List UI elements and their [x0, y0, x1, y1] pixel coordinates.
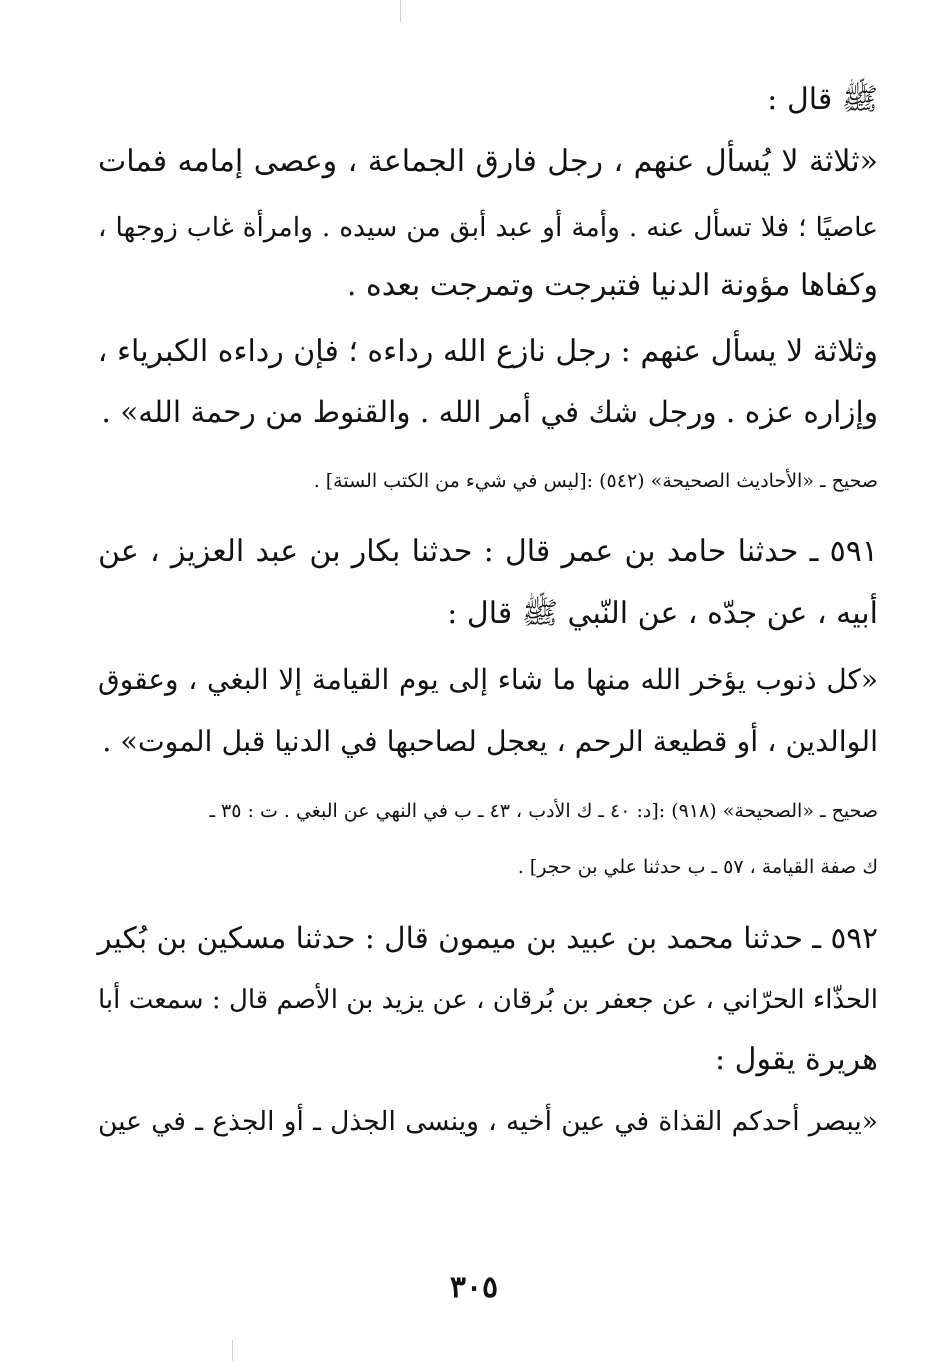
quote-line-5: وإزاره عزه . ورجل شك في أمر الله . والقنوط من رحمة الله» . [101, 395, 878, 429]
quote-line-2: عاصيًا ؛ فلا تسأل عنه . وأمة أو عبد أبق من سيده . وامرأة غاب زوجها ، [98, 212, 878, 243]
page-number: ٣٠٥ [449, 1270, 499, 1305]
grading-note-1: صحيح ـ «الأحاديث الصحيحة» (٥٤٢) :[ليس في شيء من الكتب الستة] . [313, 470, 878, 492]
hadith-592-text-1: «يبصر أحدكم القذاة في عين أخيه ، وينسى الجذل ـ أو الجذع ـ في عين [98, 1106, 878, 1137]
header-line: ﷺ قال : [767, 82, 878, 117]
quote-line-1: «ثلاثة لا يُسأل عنهم ، رجل فارق الجماعة ، وعصى إمامه فمات [98, 144, 878, 179]
quote-line-3: وكفاها مؤونة الدنيا فتبرجت وتمرجت بعده . [346, 268, 878, 303]
grading-note-2-line-2: ك صفة القيامة ، ٥٧ ـ ب حدثنا علي بن حجر] . [517, 856, 878, 878]
hadith-591-line-2: أبيه ، عن جدّه ، عن النّبي ﷺ قال : [447, 596, 878, 631]
hadith-592-line-3: هريرة يقول : [715, 1042, 878, 1077]
quote-line-4: وثلاثة لا يسأل عنهم : رجل نازع الله رداءه ؛ فإن رداءه الكبرياء ، [97, 334, 878, 369]
bottom-edge-mark [232, 1340, 233, 1361]
hadith-592-line-2: الحذّاء الحرّاني ، عن جعفر بن بُرقان ، عن يزيد بن الأصم قال : سمعت أبا [98, 985, 878, 1015]
hadith-591-text-1: «كل ذنوب يؤخر الله منها ما شاء إلى يوم القيامة إلا البغي ، وعقوق [98, 663, 878, 696]
hadith-592-line-1: ٥٩٢ ـ حدثنا محمد بن عبيد بن ميمون قال : حدثنا مسكين بن بُكير [97, 921, 878, 955]
hadith-591-text-2: الوالدين ، أو قطيعة الرحم ، يعجل لصاحبها في الدنيا قبل الموت» . [102, 725, 878, 758]
top-edge-mark [400, 0, 401, 22]
hadith-591-line-1: ٥٩١ ـ حدثنا حامد بن عمر قال : حدثنا بكار بن عبد العزيز ، عن [98, 534, 878, 569]
grading-note-2-line-1: صحيح ـ «الصحيحة» (٩١٨) :[د: ٤٠ ـ ك الأدب ، ٤٣ ـ ب في النهي عن البغي . ت : ٣٥ ـ [209, 800, 878, 822]
